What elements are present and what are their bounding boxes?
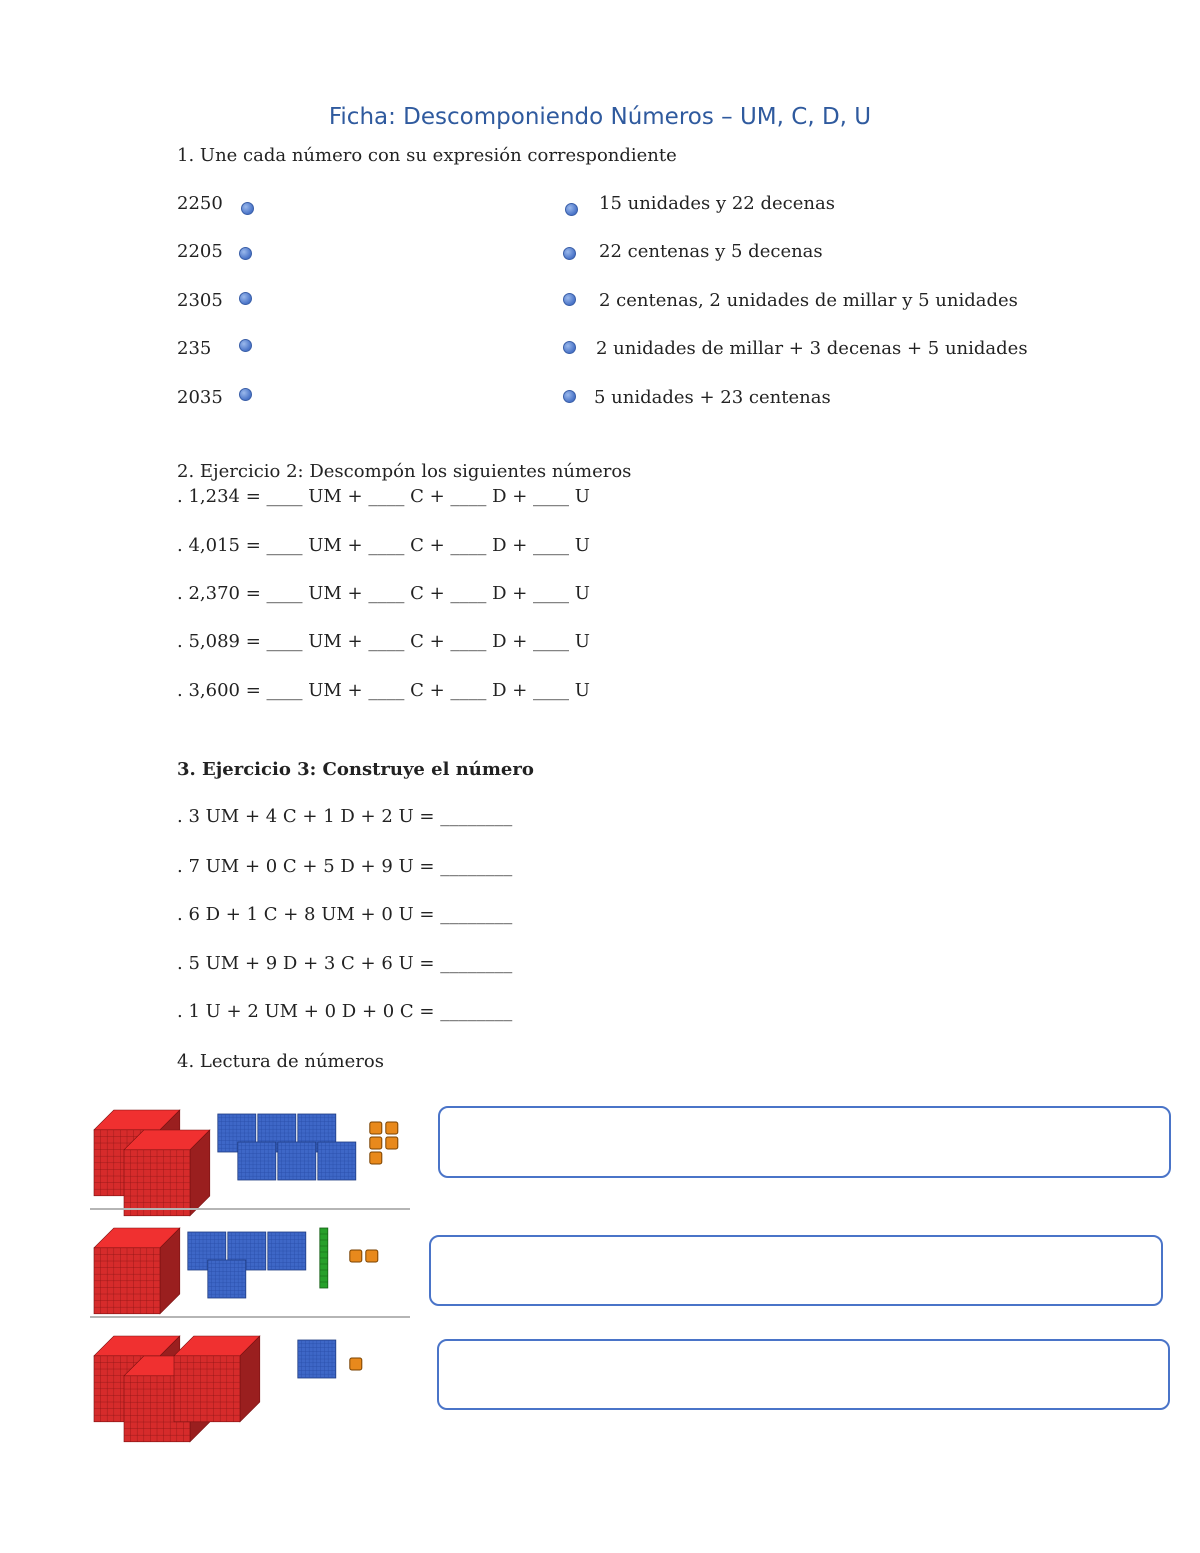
left-number-2: 2205 <box>177 241 223 262</box>
match-dot-right-4[interactable] <box>563 341 576 354</box>
page-title: Ficha: Descomponiendo Números – UM, C, D, U <box>328 104 872 130</box>
thousand-cube <box>174 1336 260 1422</box>
unit-cube <box>350 1358 362 1370</box>
build-item-5: . 1 U + 2 UM + 0 D + 0 C = ________ <box>177 1001 513 1022</box>
answer-box-2[interactable] <box>429 1235 1163 1306</box>
left-number-3: 2305 <box>177 290 223 311</box>
unit-cube <box>386 1122 398 1134</box>
match-dot-left-3[interactable] <box>239 292 252 305</box>
answer-box-1[interactable] <box>438 1106 1171 1178</box>
hundred-flat <box>318 1142 356 1180</box>
section4-heading: 4. Lectura de números <box>177 1051 384 1072</box>
match-dot-left-4[interactable] <box>239 339 252 352</box>
left-number-4: 235 <box>177 338 212 359</box>
build-item-4: . 5 UM + 9 D + 3 C + 6 U = ________ <box>177 953 513 974</box>
decompose-item-4: . 5,089 = ____ UM + ____ C + ____ D + ____ U <box>177 631 590 652</box>
match-dot-right-5[interactable] <box>563 390 576 403</box>
hundred-flat <box>268 1232 306 1270</box>
right-expression-1: 15 unidades y 22 decenas <box>599 193 835 214</box>
match-dot-left-2[interactable] <box>239 247 252 260</box>
base-ten-blocks-row-1 <box>90 1100 420 1210</box>
section1-heading: 1. Une cada número con su expresión correspondiente <box>177 145 677 166</box>
thousand-cube <box>124 1130 210 1216</box>
right-expression-2: 22 centenas y 5 decenas <box>599 241 823 262</box>
match-dot-right-2[interactable] <box>563 247 576 260</box>
left-number-5: 2035 <box>177 387 223 408</box>
right-expression-5: 5 unidades + 23 centenas <box>594 387 831 408</box>
hundred-flat <box>298 1340 336 1378</box>
decompose-item-3: . 2,370 = ____ UM + ____ C + ____ D + ____ U <box>177 583 590 604</box>
section3-heading: 3. Ejercicio 3: Construye el número <box>177 759 534 780</box>
build-item-1: . 3 UM + 4 C + 1 D + 2 U = ________ <box>177 806 513 827</box>
match-dot-left-1[interactable] <box>241 202 254 215</box>
hundred-flat <box>238 1142 276 1180</box>
unit-cube <box>370 1122 382 1134</box>
right-expression-3: 2 centenas, 2 unidades de millar y 5 unidades <box>599 290 1018 311</box>
ten-rod <box>320 1228 328 1288</box>
row-divider-2 <box>90 1316 410 1318</box>
row-divider-1 <box>90 1208 410 1210</box>
hundred-flat <box>278 1142 316 1180</box>
match-dot-left-5[interactable] <box>239 388 252 401</box>
thousand-cube <box>94 1228 180 1314</box>
unit-cube <box>370 1137 382 1149</box>
answer-box-3[interactable] <box>437 1339 1170 1410</box>
base-ten-blocks-row-3 <box>90 1326 420 1431</box>
unit-cube <box>386 1137 398 1149</box>
section2-heading: 2. Ejercicio 2: Descompón los siguientes números <box>177 461 632 482</box>
base-ten-blocks-row-2 <box>90 1218 420 1318</box>
match-dot-right-1[interactable] <box>565 203 578 216</box>
build-item-3: . 6 D + 1 C + 8 UM + 0 U = ________ <box>177 904 513 925</box>
unit-cube <box>366 1250 378 1262</box>
decompose-item-5: . 3,600 = ____ UM + ____ C + ____ D + ____ U <box>177 680 590 701</box>
unit-cube <box>370 1152 382 1164</box>
left-number-1: 2250 <box>177 193 223 214</box>
build-item-2: . 7 UM + 0 C + 5 D + 9 U = ________ <box>177 856 513 877</box>
unit-cube <box>350 1250 362 1262</box>
decompose-item-1: . 1,234 = ____ UM + ____ C + ____ D + ____ U <box>177 486 590 507</box>
hundred-flat <box>208 1260 246 1298</box>
decompose-item-2: . 4,015 = ____ UM + ____ C + ____ D + ____ U <box>177 535 590 556</box>
right-expression-4: 2 unidades de millar + 3 decenas + 5 unidades <box>596 338 1028 359</box>
match-dot-right-3[interactable] <box>563 293 576 306</box>
